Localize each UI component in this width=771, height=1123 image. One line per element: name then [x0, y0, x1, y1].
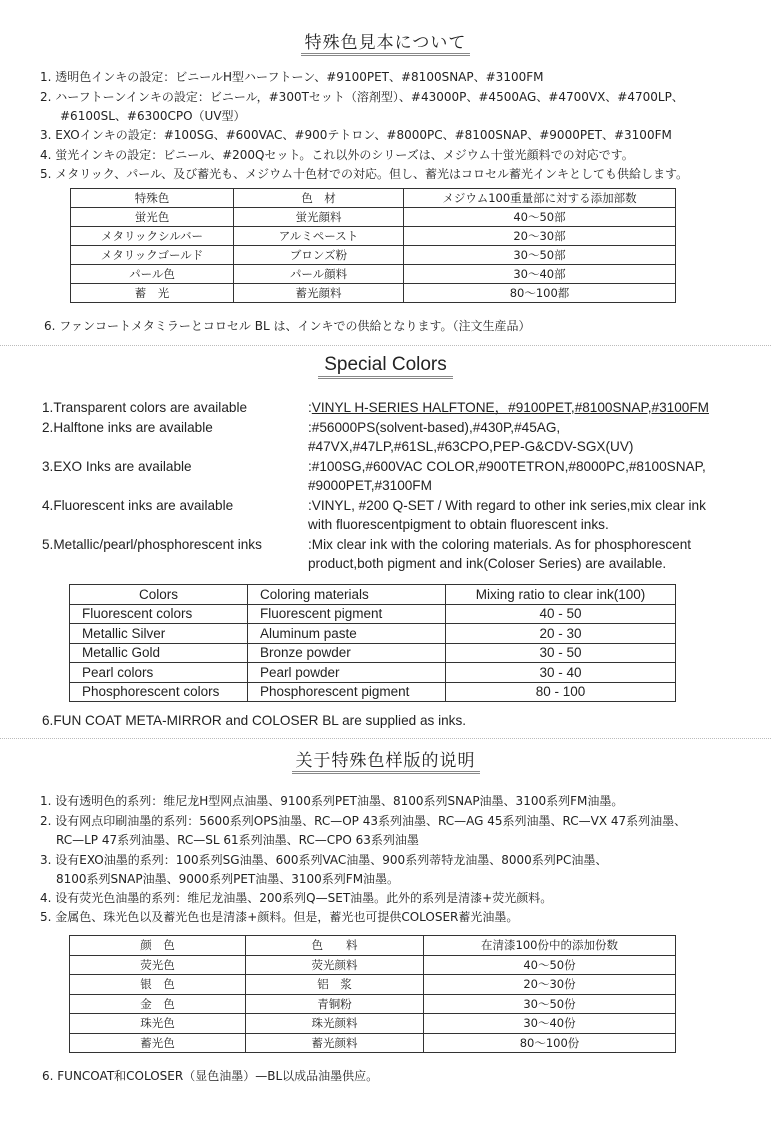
table-cell: 荧光色 — [70, 955, 246, 975]
table-cell: 30～40部 — [404, 265, 676, 284]
table-cell: 20 - 30 — [446, 624, 676, 644]
cn-title: 关于特殊色样版的说明 — [0, 746, 771, 774]
table-cell: ブロンズ粉 — [234, 246, 404, 265]
table-cell: 80～100都 — [404, 284, 676, 303]
table-row — [70, 604, 676, 624]
table-row — [71, 227, 676, 246]
table-row — [70, 1033, 676, 1053]
table-row — [71, 208, 676, 227]
table-cell: 20～30份 — [424, 975, 676, 995]
table-cell: Metallic Silver — [70, 624, 248, 644]
table-header: Colors — [70, 585, 248, 605]
table-cell: 珠光色 — [70, 1014, 246, 1034]
en-table — [69, 584, 676, 702]
table-cell: 铝 浆 — [246, 975, 424, 995]
table-row — [71, 284, 676, 303]
table-cell: メタリックゴールド — [71, 246, 234, 265]
table-header-row — [70, 936, 676, 956]
table-row — [70, 1014, 676, 1034]
table-header: メジウム100重量部に対する添加部数 — [404, 189, 676, 208]
jp-item-3: 3. EXOインキの設定：#100SG、#600VAC、#900テトロン、#8000PC、#8100SNAP、#9000PET、#3100FM — [40, 128, 672, 142]
cn-item-4: 4. 设有荧光色油墨的系列：维尼龙油墨、200系列Q—SET油墨。此外的系列是清漆+荧光颜料。 — [40, 891, 553, 905]
table-cell: 蛍光色 — [71, 208, 234, 227]
table-row — [70, 975, 676, 995]
table-header: 色 材 — [234, 189, 404, 208]
table-cell: Pearl powder — [248, 663, 446, 683]
en-item-text: :#100SG,#600VAC COLOR,#900TETRON,#8000PC,#8100SNAP, — [308, 459, 706, 474]
table-cell: 30～50份 — [424, 994, 676, 1014]
table-header-row — [70, 585, 676, 605]
jp-item-1: 1. 透明色インキの設定：ビニールH型ハーフトーン、#9100PET、#8100SNAP、#3100FM — [40, 70, 544, 84]
table-row — [70, 682, 676, 702]
jp-note: 6. ファンコートメタミラーとコロセル BL は、インキでの供給となります。（注文生産品） — [44, 319, 531, 333]
table-cell: パール色 — [71, 265, 234, 284]
table-cell: メタリックシルバー — [71, 227, 234, 246]
jp-item-2-cont: #6100SL、#6300CPO（UV型） — [60, 109, 246, 123]
table-cell: 蓄光色 — [70, 1033, 246, 1053]
table-cell: Metallic Gold — [70, 643, 248, 663]
jp-item-5: 5. メタリック、パール、及び蓄光も、メジウム十色材での対応。但し、蓄光はコロセル蓄光インキとしても供給します。 — [40, 167, 689, 181]
section-divider — [0, 345, 771, 346]
jp-item-4: 4. 蛍光インキの設定：ビニール、#200Qセット。これ以外のシリーズは、メジウム十蛍光顔料での対応です。 — [40, 148, 634, 162]
en-item-text: :VINYL, #200 Q-SET / With regard to other ink series,mix clear ink — [308, 498, 706, 513]
en-title: Special Colors — [0, 354, 771, 379]
table-cell: Phosphorescent pigment — [248, 682, 446, 702]
section-divider — [0, 738, 771, 739]
table-cell: 珠光颜料 — [246, 1014, 424, 1034]
cn-item-5: 5. 金属色、珠光色以及蓄光色也是清漆+颜料。但是，蓄光也可提供COLOSER蓄光油墨。 — [40, 910, 519, 924]
en-item-text: :#56000PS(solvent-based),#430P,#45AG, — [308, 420, 561, 435]
cn-item-1: 1. 设有透明色的系列：维尼龙H型网点油墨、9100系列PET油墨、8100系列SNAP油墨、3100系列FM油墨。 — [40, 794, 624, 808]
table-row — [70, 994, 676, 1014]
table-cell: Phosphorescent colors — [70, 682, 248, 702]
jp-title: 特殊色見本について — [0, 28, 771, 56]
en-item-label: 1.Transparent colors are available — [42, 400, 248, 415]
en-item-label: 3.EXO Inks are available — [42, 459, 192, 474]
cn-note: 6. FUNCOAT和COLOSER（显色油墨）—BL以成品油墨供应。 — [42, 1069, 379, 1083]
table-header: 在清漆100份中的添加份数 — [424, 936, 676, 956]
en-item-text: :VINYL H-SERIES HALFTONE，#9100PET,#8100SNAP,#3100FM — [308, 400, 709, 415]
table-cell: パール顔料 — [234, 265, 404, 284]
table-cell: 30 - 40 — [446, 663, 676, 683]
cn-item-2: 2. 设有网点印刷油墨的系列：5600系列OPS油墨、RC—OP 43系列油墨、RC—AG 45系列油墨、RC—VX 47系列油墨、 — [40, 814, 687, 828]
table-cell: Fluorescent colors — [70, 604, 248, 624]
table-cell: 蓄光颜料 — [246, 1033, 424, 1053]
table-cell: 蓄光顔料 — [234, 284, 404, 303]
jp-table — [70, 188, 676, 303]
table-cell: Pearl colors — [70, 663, 248, 683]
jp-item-2: 2. ハーフトーンインキの設定：ビニール，#300Tセット（溶剤型）、#43000P、#4500AG、#4700VX、#4700LP、 — [40, 90, 684, 104]
table-cell: 80～100份 — [424, 1033, 676, 1053]
table-header-row — [71, 189, 676, 208]
en-note: 6.FUN COAT META-MIRROR and COLOSER BL are supplied as inks. — [42, 713, 467, 728]
table-header: 特殊色 — [71, 189, 234, 208]
table-row — [70, 663, 676, 683]
cn-item-3: 3. 设有EXO油墨的系列：100系列SG油墨、600系列VAC油墨、900系列蒂特龙油墨、8000系列PC油墨、 — [40, 853, 608, 867]
cn-item-2-cont: RC—LP 47系列油墨、RC—SL 61系列油墨、RC—CPO 63系列油墨 — [56, 833, 419, 847]
table-cell: Fluorescent pigment — [248, 604, 446, 624]
table-cell: 金 色 — [70, 994, 246, 1014]
en-item-text: product,both pigment and ink(Coloser Series) are available. — [308, 556, 667, 571]
table-cell: 蛍光顔料 — [234, 208, 404, 227]
table-header: Mixing ratio to clear ink(100) — [446, 585, 676, 605]
table-cell: 青铜粉 — [246, 994, 424, 1014]
table-header: 色 料 — [246, 936, 424, 956]
table-cell: 银 色 — [70, 975, 246, 995]
table-cell: 20～30部 — [404, 227, 676, 246]
table-cell: 30～50部 — [404, 246, 676, 265]
table-row — [70, 624, 676, 644]
en-item-text: #9000PET,#3100FM — [308, 478, 432, 493]
table-cell: Bronze powder — [248, 643, 446, 663]
table-cell: 40～50份 — [424, 955, 676, 975]
en-item-text: #47VX,#47LP,#61SL,#63CPO,PEP-G&CDV-SGX(UV) — [308, 439, 634, 454]
table-cell: 40 - 50 — [446, 604, 676, 624]
en-item-label: 2.Halftone inks are available — [42, 420, 213, 435]
table-cell: 30 - 50 — [446, 643, 676, 663]
table-cell: 蓄 光 — [71, 284, 234, 303]
cn-item-3-cont: 8100系列SNAP油墨、9000系列PET油墨、3100系列FM油墨。 — [56, 872, 400, 886]
table-cell: 40～50部 — [404, 208, 676, 227]
en-item-text: :Mix clear ink with the coloring materials. As for phosphorescent — [308, 537, 692, 552]
table-row — [70, 955, 676, 975]
table-row — [71, 265, 676, 284]
table-cell: アルミペースト — [234, 227, 404, 246]
table-header: Coloring materials — [248, 585, 446, 605]
table-cell: Aluminum paste — [248, 624, 446, 644]
table-cell: 80 - 100 — [446, 682, 676, 702]
table-header: 颜 色 — [70, 936, 246, 956]
en-item-text: with fluorescentpigment to obtain fluorescent inks. — [308, 517, 609, 532]
en-item-label: 4.Fluorescent inks are available — [42, 498, 234, 513]
table-cell: 荧光颜料 — [246, 955, 424, 975]
cn-table — [69, 935, 676, 1053]
table-row — [71, 246, 676, 265]
table-cell: 30～40份 — [424, 1014, 676, 1034]
table-row — [70, 643, 676, 663]
en-item-label: 5.Metallic/pearl/phosphorescent inks — [42, 537, 262, 552]
